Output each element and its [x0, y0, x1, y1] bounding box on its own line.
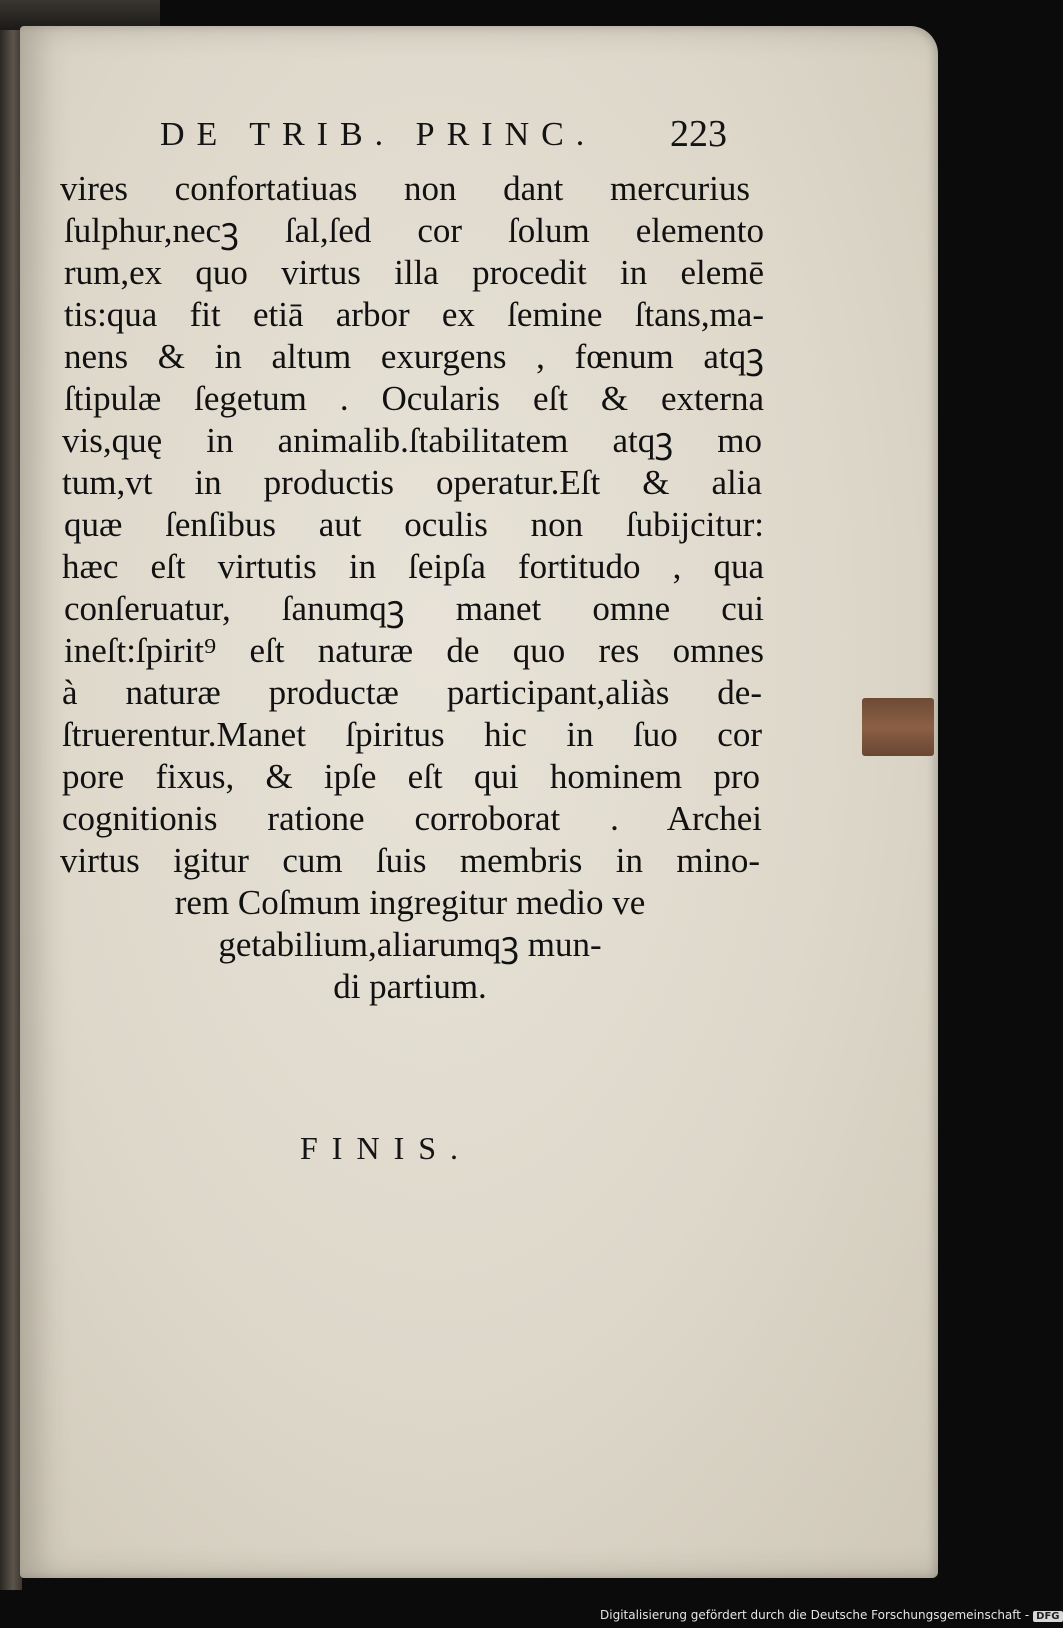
text-line: tis:qua fit etiā arbor ex ſemine ſtans,ma-	[64, 295, 764, 334]
paper-tab-marker	[862, 698, 934, 756]
page-number: 223	[670, 113, 727, 155]
text-line: virtus igitur cum ſuis membris in mino-	[60, 841, 760, 880]
text-line: getabilium,aliarumqꝫ mun-	[218, 925, 602, 964]
text-line: pore fixus, & ipſe eſt qui hominem pro	[62, 757, 760, 796]
text-line: vis,quę in animalib.ſtabilitatem atqꝫ mo	[62, 421, 762, 460]
credit-text: Digitalisierung gefördert durch die Deutsche Forschungsgemeinschaft -	[600, 1608, 1030, 1622]
text-line: hæc eſt virtutis in ſeipſa fortitudo , qua	[62, 547, 764, 586]
text-line: rum,ex quo virtus illa procedit in elemē	[64, 253, 764, 292]
finis-mark: FINIS.	[300, 1130, 473, 1166]
text-line: quæ ſenſibus aut oculis non ſubijcitur:	[64, 505, 764, 544]
text-line: ſtruerentur.Manet ſpiritus hic in ſuo cor	[62, 715, 762, 754]
text-line: di partium.	[333, 967, 487, 1006]
text-line: à naturæ productæ participant,aliàs de-	[62, 673, 762, 712]
text-line: conſeruatur, ſanumqꝫ manet omne cui	[64, 589, 764, 628]
text-line: tum,vt in productis operatur.Eſt & alia	[62, 463, 762, 502]
text-line: rem Coſmum ingregitur medio ve	[174, 883, 646, 922]
text-line: ſulphur,necꝫ ſal,ſed cor ſolum elemento	[64, 211, 764, 250]
text-line: vires confortatiuas non dant mercurius	[60, 169, 750, 208]
digitization-credit	[600, 1608, 1060, 1628]
text-line: ineſt:ſpirit⁹ eſt naturæ de quo res omnes	[64, 631, 764, 670]
running-head: DE TRIB. PRINC.	[160, 116, 597, 153]
text-line: nens & in altum exurgens , fœnum atqꝫ	[64, 337, 764, 376]
text-line: ſtipulæ ſegetum . Ocularis eſt & externa	[64, 379, 764, 418]
dfg-logo: DFG	[1033, 1611, 1062, 1622]
body-text	[60, 168, 764, 1008]
text-line: cognitionis ratione corroborat . Archei	[62, 799, 762, 838]
book-spine-edge	[0, 30, 22, 1590]
page-header	[160, 112, 740, 162]
